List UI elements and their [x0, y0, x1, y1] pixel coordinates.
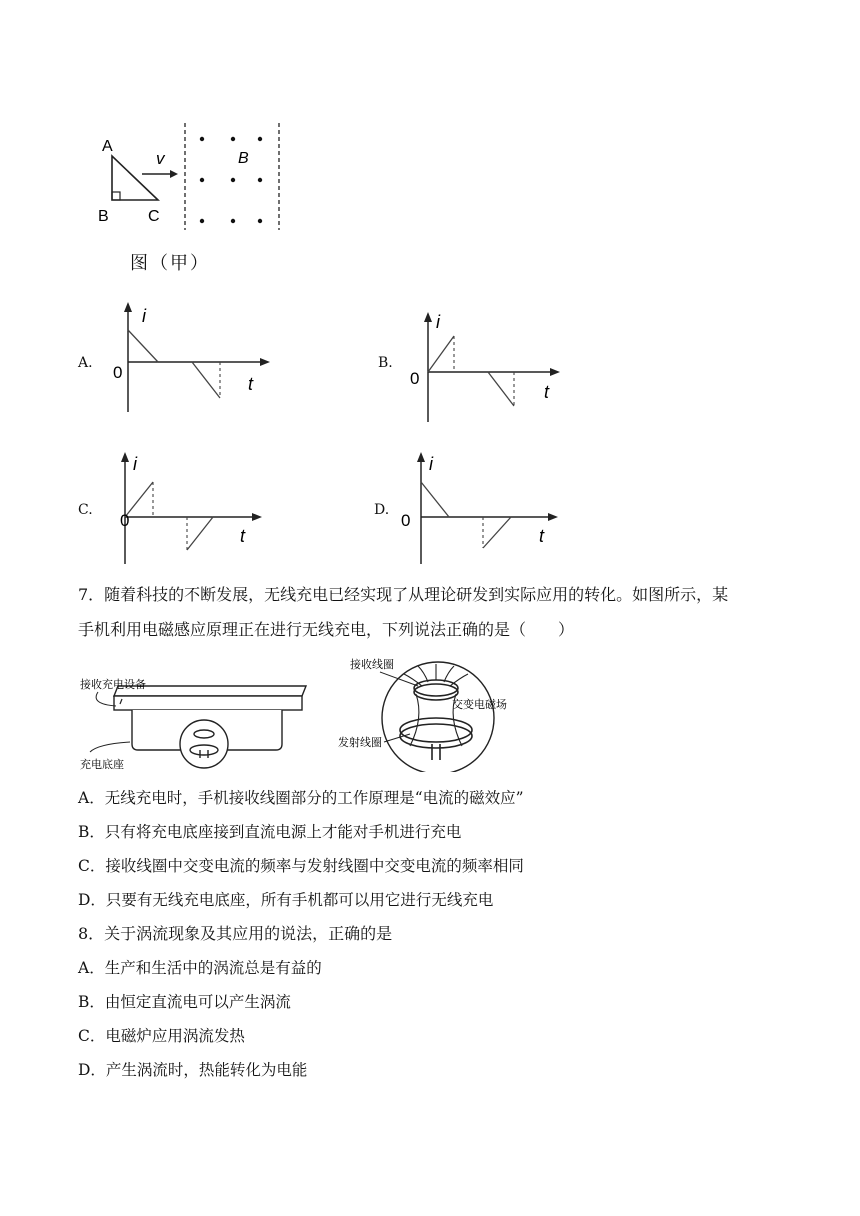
q7-option-b: B．只有将充电底座接到直流电源上才能对手机进行充电 — [78, 823, 462, 841]
label-alt-field: 交变电磁场 — [452, 699, 507, 711]
field-dot — [231, 219, 235, 223]
q8-option-b: B．由恒定直流电可以产生涡流 — [78, 993, 291, 1011]
field-dot — [258, 219, 262, 223]
svg-text:0: 0 — [410, 369, 420, 388]
svg-text:i: i — [133, 454, 137, 474]
field-dot — [231, 178, 235, 182]
label-receiver-device: 接收充电设备 — [80, 679, 146, 691]
wireless-charging-figure — [80, 656, 530, 772]
svg-text:i: i — [142, 306, 146, 326]
coil-detail-circle — [180, 720, 228, 768]
svg-text:t: t — [544, 382, 550, 402]
triangle-abc — [112, 156, 158, 200]
svg-text:0: 0 — [120, 511, 130, 530]
label-charging-base: 充电底座 — [80, 759, 124, 771]
field-dot — [258, 178, 262, 182]
figure-jia-caption: 图（甲） — [130, 253, 210, 274]
option-b-label: B. — [378, 355, 393, 371]
svg-text:0: 0 — [113, 363, 123, 382]
svg-text:0: 0 — [401, 511, 411, 530]
graph-option-b — [400, 310, 580, 430]
label-field-b: B — [238, 150, 249, 167]
q8-option-a: A．生产和生活中的涡流总是有益的 — [78, 959, 322, 977]
field-dot — [200, 178, 204, 182]
field-dot — [231, 137, 235, 141]
q7-option-a: A．无线充电时，手机接收线圈部分的工作原理是“电流的磁效应” — [78, 789, 524, 807]
label-b: B — [98, 208, 109, 225]
label-a: A — [102, 138, 113, 155]
field-dot — [200, 219, 204, 223]
q8-option-c: C．电磁炉应用涡流发热 — [78, 1027, 245, 1045]
svg-text:t: t — [240, 526, 246, 546]
label-transmit-coil: 发射线圈 — [338, 737, 382, 749]
q7-option-c: C．接收线圈中交变电流的频率与发射线圈中交变电流的频率相同 — [78, 857, 524, 875]
option-a-label: A. — [78, 355, 93, 371]
svg-text:t: t — [248, 374, 254, 394]
option-d-label: D. — [374, 502, 390, 518]
svg-text:i: i — [436, 312, 440, 332]
graph-option-d — [393, 450, 573, 570]
graph-option-c — [97, 450, 277, 570]
graph-option-a — [100, 300, 280, 420]
q7-option-d: D．只要有无线充电底座，所有手机都可以用它进行无线充电 — [78, 891, 494, 909]
label-v: v — [156, 149, 165, 168]
field-dot — [200, 137, 204, 141]
q8-option-d: D．产生涡流时，热能转化为电能 — [78, 1061, 308, 1079]
q7-stem-line1: 7．随着科技的不断发展，无线充电已经实现了从理论研发到实际应用的转化。如图所示，某 — [78, 585, 729, 604]
right-angle-mark — [112, 192, 120, 200]
q7-stem-line2: 手机利用电磁感应原理正在进行无线充电，下列说法正确的是（ ） — [78, 620, 575, 639]
option-c-label: C. — [78, 502, 93, 518]
q8-stem: 8．关于涡流现象及其应用的说法，正确的是 — [78, 924, 393, 943]
velocity-arrowhead — [170, 170, 178, 178]
label-receiver-coil: 接收线圈 — [350, 659, 394, 671]
field-dot — [258, 137, 262, 141]
label-c: C — [148, 208, 160, 225]
svg-text:i: i — [429, 454, 433, 474]
svg-text:t: t — [539, 526, 545, 546]
